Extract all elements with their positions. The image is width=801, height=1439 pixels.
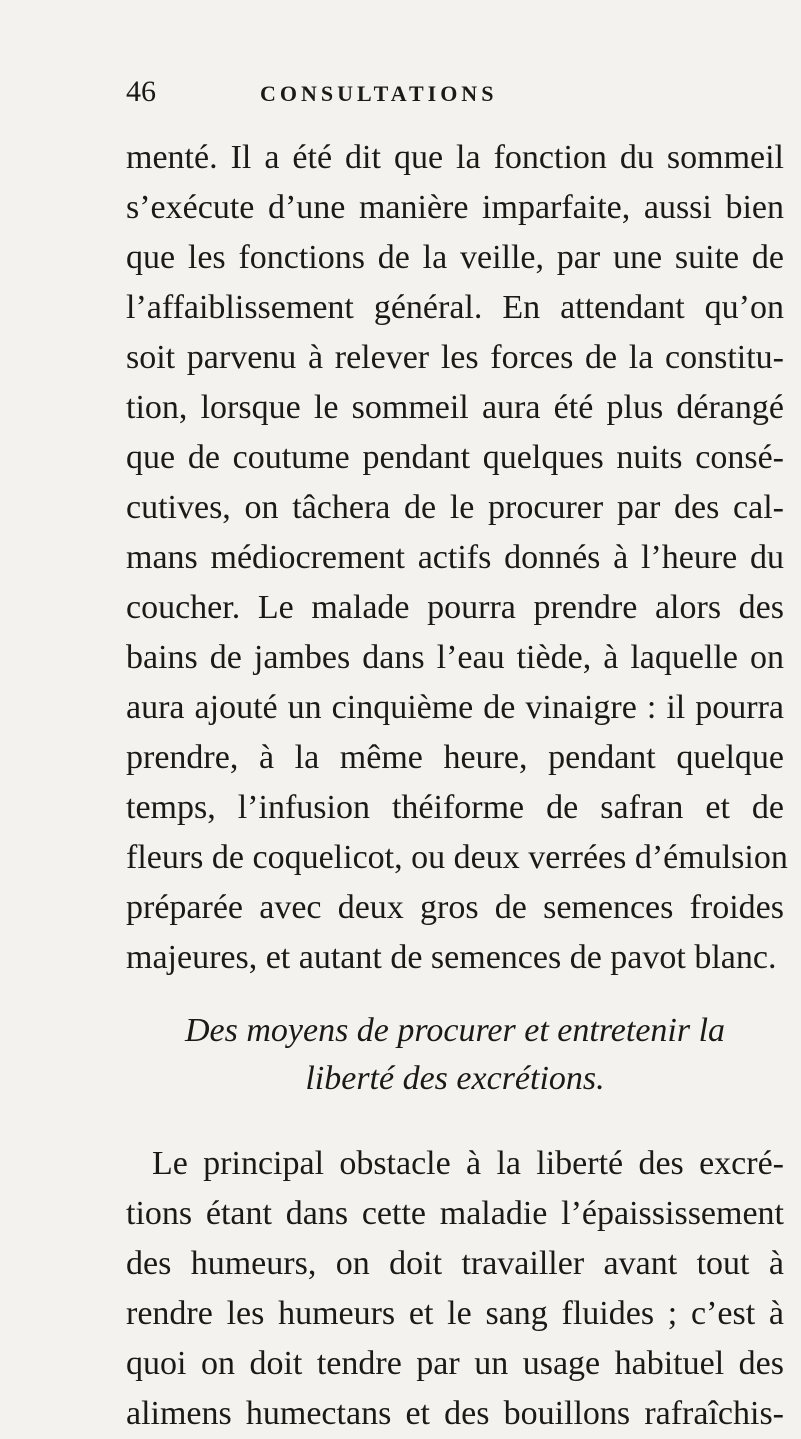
text-line: coucher. Le malade pourra prendre alors des: [126, 589, 784, 626]
paragraph-2: [126, 1139, 784, 1439]
text-line: rendre les humeurs et le sang fluides ; c’est à: [126, 1295, 784, 1332]
text-line: cutives, on tâchera de le procurer par des cal-: [126, 489, 784, 526]
text-line: mans médiocrement actifs donnés à l’heure du: [126, 539, 784, 576]
text-line: Le principal obstacle à la liberté des excré-: [152, 1145, 784, 1182]
running-title: CONSULTATIONS: [260, 81, 498, 106]
text-line: aura ajouté un cinquième de vinaigre : il pourra: [126, 689, 784, 726]
text-line: préparée avec deux gros de semences froides: [126, 889, 784, 926]
text-line: alimens humectans et des bouillons rafraîchis-: [126, 1395, 784, 1432]
text-line: quoi on doit tendre par un usage habituel des: [126, 1345, 784, 1382]
text-line: soit parvenu à relever les forces de la constitu-: [126, 339, 784, 376]
text-line: fleurs de coquelicot, ou deux verrées d’émulsion: [126, 839, 788, 876]
section-heading-line: Des moyens de procurer et entretenir la: [184, 1012, 726, 1049]
text-line: des humeurs, on doit travailler avant tout à: [126, 1245, 784, 1282]
text-line: que les fonctions de la veille, par une suite de: [126, 239, 784, 276]
page-number: 46: [126, 75, 156, 108]
text-line: que de coutume pendant quelques nuits consé-: [126, 439, 784, 476]
text-line: menté. Il a été dit que la fonction du sommeil: [126, 139, 784, 176]
text-line: tions étant dans cette maladie l’épaississement: [126, 1195, 784, 1232]
text-line: l’affaiblissement général. En attendant qu’on: [126, 289, 784, 326]
text-line: majeures, et autant de semences de pavot blanc.: [126, 939, 777, 976]
body-text: [126, 133, 788, 1439]
text-line: bains de jambes dans l’eau tiède, à laquelle on: [126, 639, 784, 676]
text-line: prendre, à la même heure, pendant quelque: [126, 739, 784, 776]
text-line: s’exécute d’une manière imparfaite, aussi bien: [126, 189, 784, 226]
section-heading-line: liberté des excrétions.: [305, 1060, 605, 1097]
section-heading: [126, 1007, 784, 1103]
running-header: [126, 72, 786, 112]
paragraph-1: [126, 133, 788, 983]
text-line: temps, l’infusion théiforme de safran et de: [126, 789, 784, 826]
text-line: tion, lorsque le sommeil aura été plus dérangé: [126, 389, 784, 426]
